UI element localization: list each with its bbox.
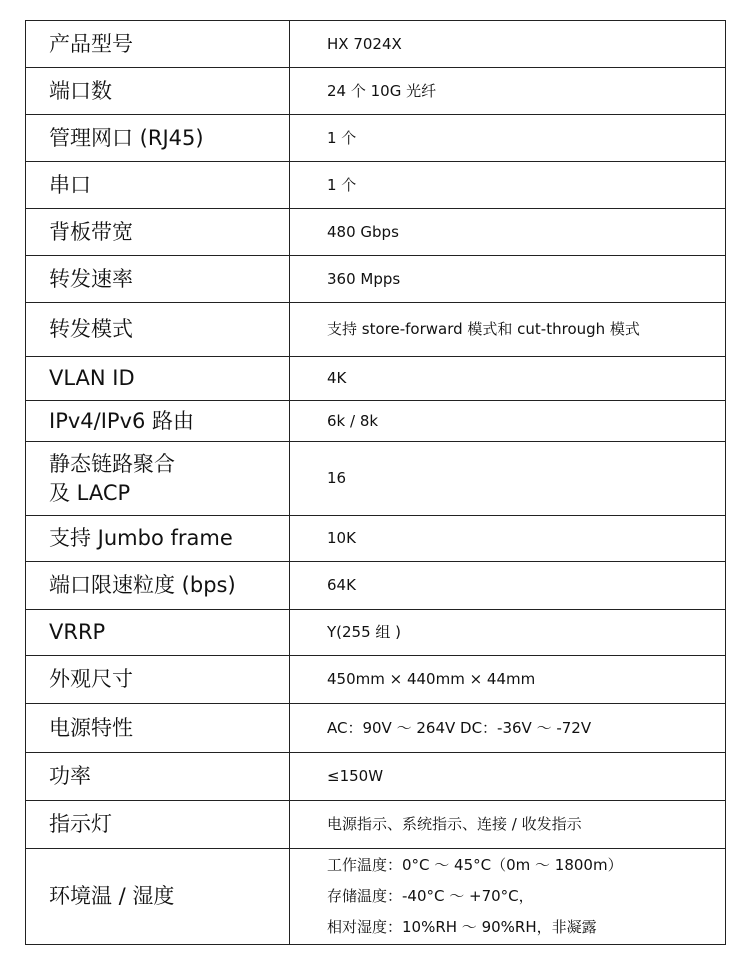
spec-table	[25, 20, 726, 945]
spec-label: 端口数	[26, 68, 290, 115]
spec-value: 64K	[290, 562, 726, 610]
spec-label-line: 静态链路聚合	[49, 451, 175, 476]
spec-label: 功率	[26, 753, 290, 801]
spec-value: 电源指示、系统指示、连接 / 收发指示	[290, 801, 726, 849]
spec-label: 支持 Jumbo frame	[26, 516, 290, 562]
spec-value: 4K	[290, 357, 726, 401]
spec-value: 1 个	[290, 162, 726, 209]
spec-value: 10K	[290, 516, 726, 562]
spec-label: 转发模式	[26, 303, 290, 357]
spec-label: 环境温 / 湿度	[26, 849, 290, 945]
table-row	[26, 21, 726, 68]
spec-value: AC：90V ～ 264V DC：-36V ～ -72V	[290, 704, 726, 753]
spec-value: ≤150W	[290, 753, 726, 801]
table-row	[26, 115, 726, 162]
spec-value-line: 存储温度：-40°C ～ +70°C，	[327, 887, 534, 905]
table-row	[26, 753, 726, 801]
spec-value: 16	[290, 442, 726, 516]
table-row	[26, 656, 726, 704]
spec-label-line: 及 LACP	[49, 480, 131, 505]
spec-label: 电源特性	[26, 704, 290, 753]
table-row	[26, 610, 726, 656]
spec-label: 串口	[26, 162, 290, 209]
table-row	[26, 516, 726, 562]
spec-value-line: 相对湿度：10%RH ～ 90%RH，非凝露	[327, 918, 597, 936]
spec-value: HX 7024X	[290, 21, 726, 68]
spec-value-line: 工作温度：0°C ～ 45°C（0m ～ 1800m）	[327, 856, 623, 874]
spec-label: 端口限速粒度 (bps)	[26, 562, 290, 610]
spec-value: 1 个	[290, 115, 726, 162]
spec-value: Y(255 组 )	[290, 610, 726, 656]
spec-label: 外观尺寸	[26, 656, 290, 704]
table-row	[26, 562, 726, 610]
table-row	[26, 849, 726, 945]
spec-label: 指示灯	[26, 801, 290, 849]
table-row	[26, 209, 726, 256]
table-row	[26, 68, 726, 115]
spec-value: 支持 store-forward 模式和 cut-through 模式	[290, 303, 726, 357]
spec-value	[290, 849, 726, 945]
table-row	[26, 357, 726, 401]
spec-label: 产品型号	[26, 21, 290, 68]
spec-label: 管理网口 (RJ45)	[26, 115, 290, 162]
table-row	[26, 303, 726, 357]
spec-label: IPv4/IPv6 路由	[26, 401, 290, 442]
spec-value: 360 Mpps	[290, 256, 726, 303]
spec-value: 24 个 10G 光纤	[290, 68, 726, 115]
spec-label: VLAN ID	[26, 357, 290, 401]
spec-label	[26, 442, 290, 516]
table-row	[26, 704, 726, 753]
spec-label: VRRP	[26, 610, 290, 656]
table-row	[26, 401, 726, 442]
table-row	[26, 256, 726, 303]
table-row	[26, 442, 726, 516]
spec-value: 480 Gbps	[290, 209, 726, 256]
spec-value: 450mm × 440mm × 44mm	[290, 656, 726, 704]
spec-label: 背板带宽	[26, 209, 290, 256]
table-row	[26, 801, 726, 849]
spec-value: 6k / 8k	[290, 401, 726, 442]
spec-label: 转发速率	[26, 256, 290, 303]
table-row	[26, 162, 726, 209]
